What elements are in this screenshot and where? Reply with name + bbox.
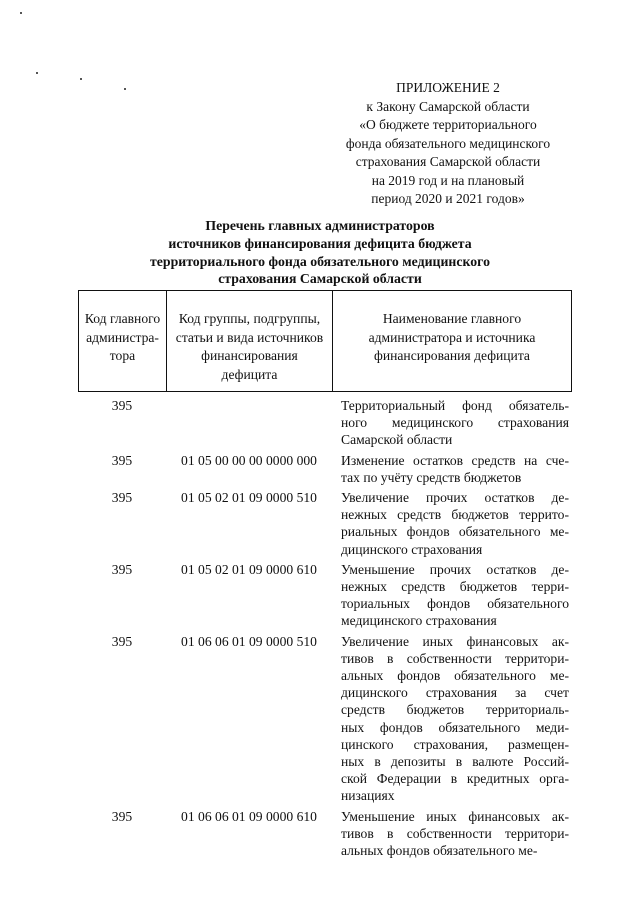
name-line: Увеличение иных финансовых ак-	[341, 633, 569, 649]
name-line: альных фондов обязательного ме-	[341, 668, 569, 684]
header-line: Наименование главного	[382, 311, 522, 326]
header-line: статьи и вида источников	[175, 329, 324, 345]
table-row	[78, 397, 572, 449]
table-row	[78, 633, 572, 805]
source-code-cell: 01 05 00 00 00 0000 000	[181, 452, 317, 468]
appendix-line: на 2019 год и на плановый	[371, 172, 525, 188]
source-code-cell: 01 06 06 01 09 0000 610	[181, 808, 317, 824]
appendix-line: к Закону Самарской области	[366, 98, 530, 114]
scan-speck	[80, 78, 82, 80]
admin-code-cell: 395	[111, 808, 133, 824]
header-line: Код главного	[84, 311, 161, 326]
table-body	[78, 397, 572, 862]
name-line: тах по учёту средств бюджетов	[341, 469, 522, 485]
name-line: ской Федерации в кредитных орга-	[341, 771, 569, 787]
name-cell	[341, 489, 569, 558]
name-line: средств бюджетов территориаль-	[341, 702, 569, 718]
admin-code-cell: 395	[111, 452, 133, 468]
appendix-line: период 2020 и 2021 годов»	[371, 191, 525, 206]
scan-speck	[124, 88, 126, 90]
header-line: финансирования	[201, 348, 298, 363]
name-cell	[341, 561, 569, 630]
appendix-line: «О бюджете территориального	[359, 117, 537, 132]
name-line: альных фондов обязательного ме-	[341, 843, 538, 859]
appendix-line: ПРИЛОЖЕНИЕ 2	[396, 80, 500, 95]
title-line: страхования Самарской области	[218, 271, 422, 287]
name-line: Изменение остатков средств на сче-	[341, 452, 569, 468]
header-line: тора	[109, 348, 136, 363]
name-line: Увеличение прочих остатков де-	[341, 490, 569, 506]
name-line: ных фондов обязательного меди-	[341, 719, 569, 735]
name-cell	[341, 452, 569, 486]
name-line: риальных фондов обязательного ме-	[341, 524, 569, 540]
header-line: администра-	[86, 329, 159, 345]
name-line: Уменьшение прочих остатков де-	[341, 561, 569, 577]
name-line: Уменьшение иных финансовых ак-	[341, 808, 569, 824]
header-line: Код группы, подгруппы,	[178, 311, 321, 326]
name-line: тивов в собственности территори-	[341, 825, 569, 841]
scan-speck	[36, 72, 38, 74]
name-line: тивов в собственности территори-	[341, 650, 569, 666]
admin-code-cell: 395	[111, 633, 133, 649]
table-row	[78, 561, 572, 630]
admin-code-cell: 395	[111, 561, 133, 577]
source-code-cell: 01 05 02 01 09 0000 510	[181, 490, 317, 506]
header-name	[333, 291, 571, 391]
table-row	[78, 452, 572, 486]
name-cell	[341, 633, 569, 805]
document-title	[80, 217, 560, 288]
title-line: Перечень главных администраторов	[205, 218, 435, 233]
name-line: дицинского страхования за счет	[341, 685, 569, 701]
name-line: ного медицинского страхования	[341, 415, 569, 431]
source-code-cell: 01 05 02 01 09 0000 610	[181, 561, 317, 577]
table-row	[78, 808, 572, 860]
name-line: Самарской области	[341, 432, 453, 448]
source-code-cell: 01 06 06 01 09 0000 510	[181, 633, 317, 649]
header-line: дефицита	[221, 366, 278, 382]
name-line: медицинского страхования	[341, 613, 497, 629]
table-header	[78, 290, 572, 392]
name-cell	[341, 397, 569, 449]
name-line: цинского страхования, размещен-	[341, 736, 569, 752]
header-admin-code	[79, 291, 167, 391]
name-line: ториальных фондов обязательного	[341, 596, 569, 612]
table-row	[78, 489, 572, 558]
appendix-line: страхования Самарской области	[355, 154, 541, 169]
title-line: территориального фонда обязательного медицинского	[150, 253, 490, 269]
admin-code-cell: 395	[111, 398, 133, 413]
scan-speck	[20, 12, 22, 14]
admin-code-cell: 395	[111, 490, 133, 506]
name-line: низациях	[341, 788, 395, 804]
header-source-code	[167, 291, 333, 391]
name-line: дицинского страхования	[341, 541, 483, 557]
appendix-line: фонда обязательного медицинского	[345, 135, 551, 151]
appendix-header	[330, 79, 566, 209]
name-line: Территориальный фонд обязатель-	[341, 398, 569, 413]
title-line: источников финансирования дефицита бюджета	[168, 235, 472, 251]
name-line: нежных средств бюджетов террито-	[341, 507, 569, 523]
name-line: нежных средств бюджетов терри-	[341, 579, 569, 595]
header-line: финансирования дефицита	[374, 348, 530, 363]
name-cell	[341, 808, 569, 860]
name-line: ных в депозиты в валюте Россий-	[341, 754, 569, 770]
header-line: администратора и источника	[368, 329, 536, 345]
